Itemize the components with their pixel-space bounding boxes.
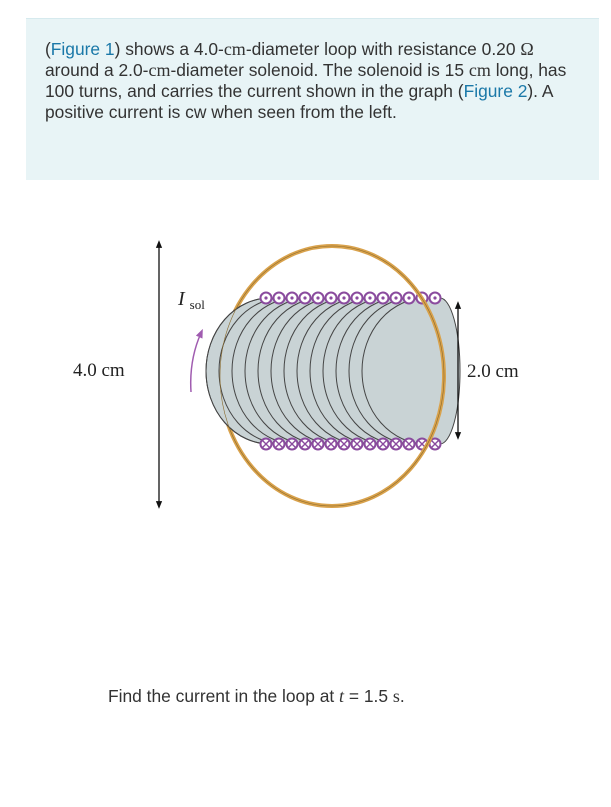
question-suffix: .: [399, 686, 405, 706]
loop-diameter-label: 4.0 cm: [73, 360, 125, 381]
problem-text-7: ). A positive current is cw when seen from the left.: [45, 81, 553, 122]
unit-cm-3: cm: [468, 60, 491, 80]
problem-text-2: ) shows a 4.0-: [114, 39, 224, 59]
current-label: [177, 288, 205, 312]
unit-ohm: Ω: [520, 39, 534, 59]
unit-cm-1: cm: [223, 39, 246, 59]
problem-text-5: -diameter solenoid. The solenoid is 15: [170, 60, 469, 80]
problem-text-3: -diameter loop with resistance 0.20: [245, 39, 521, 59]
solenoid-body: [206, 298, 460, 444]
current-label-sub: sol: [189, 297, 205, 312]
question-prefix: Find the current in the loop at: [108, 686, 340, 706]
problem-text-6: long, has 100 turns, and carries the current shown in the graph (: [45, 60, 567, 101]
current-label-main: I: [178, 288, 185, 310]
current-direction-arrow: [191, 333, 201, 392]
question-text: [108, 686, 405, 707]
question-unit-s: s: [392, 686, 400, 706]
question-variable-t: t: [339, 686, 345, 706]
figure-1-link[interactable]: Figure 1: [50, 39, 115, 59]
problem-text-4: around a 2.0-: [45, 60, 149, 80]
solenoid: [206, 293, 460, 450]
question-equals: = 1.5: [344, 686, 393, 706]
solenoid-diameter-label: 2.0 cm: [467, 361, 519, 382]
unit-cm-2: cm: [148, 60, 171, 80]
figure-2-link[interactable]: Figure 2: [463, 81, 528, 101]
problem-text-1: (: [45, 39, 51, 59]
